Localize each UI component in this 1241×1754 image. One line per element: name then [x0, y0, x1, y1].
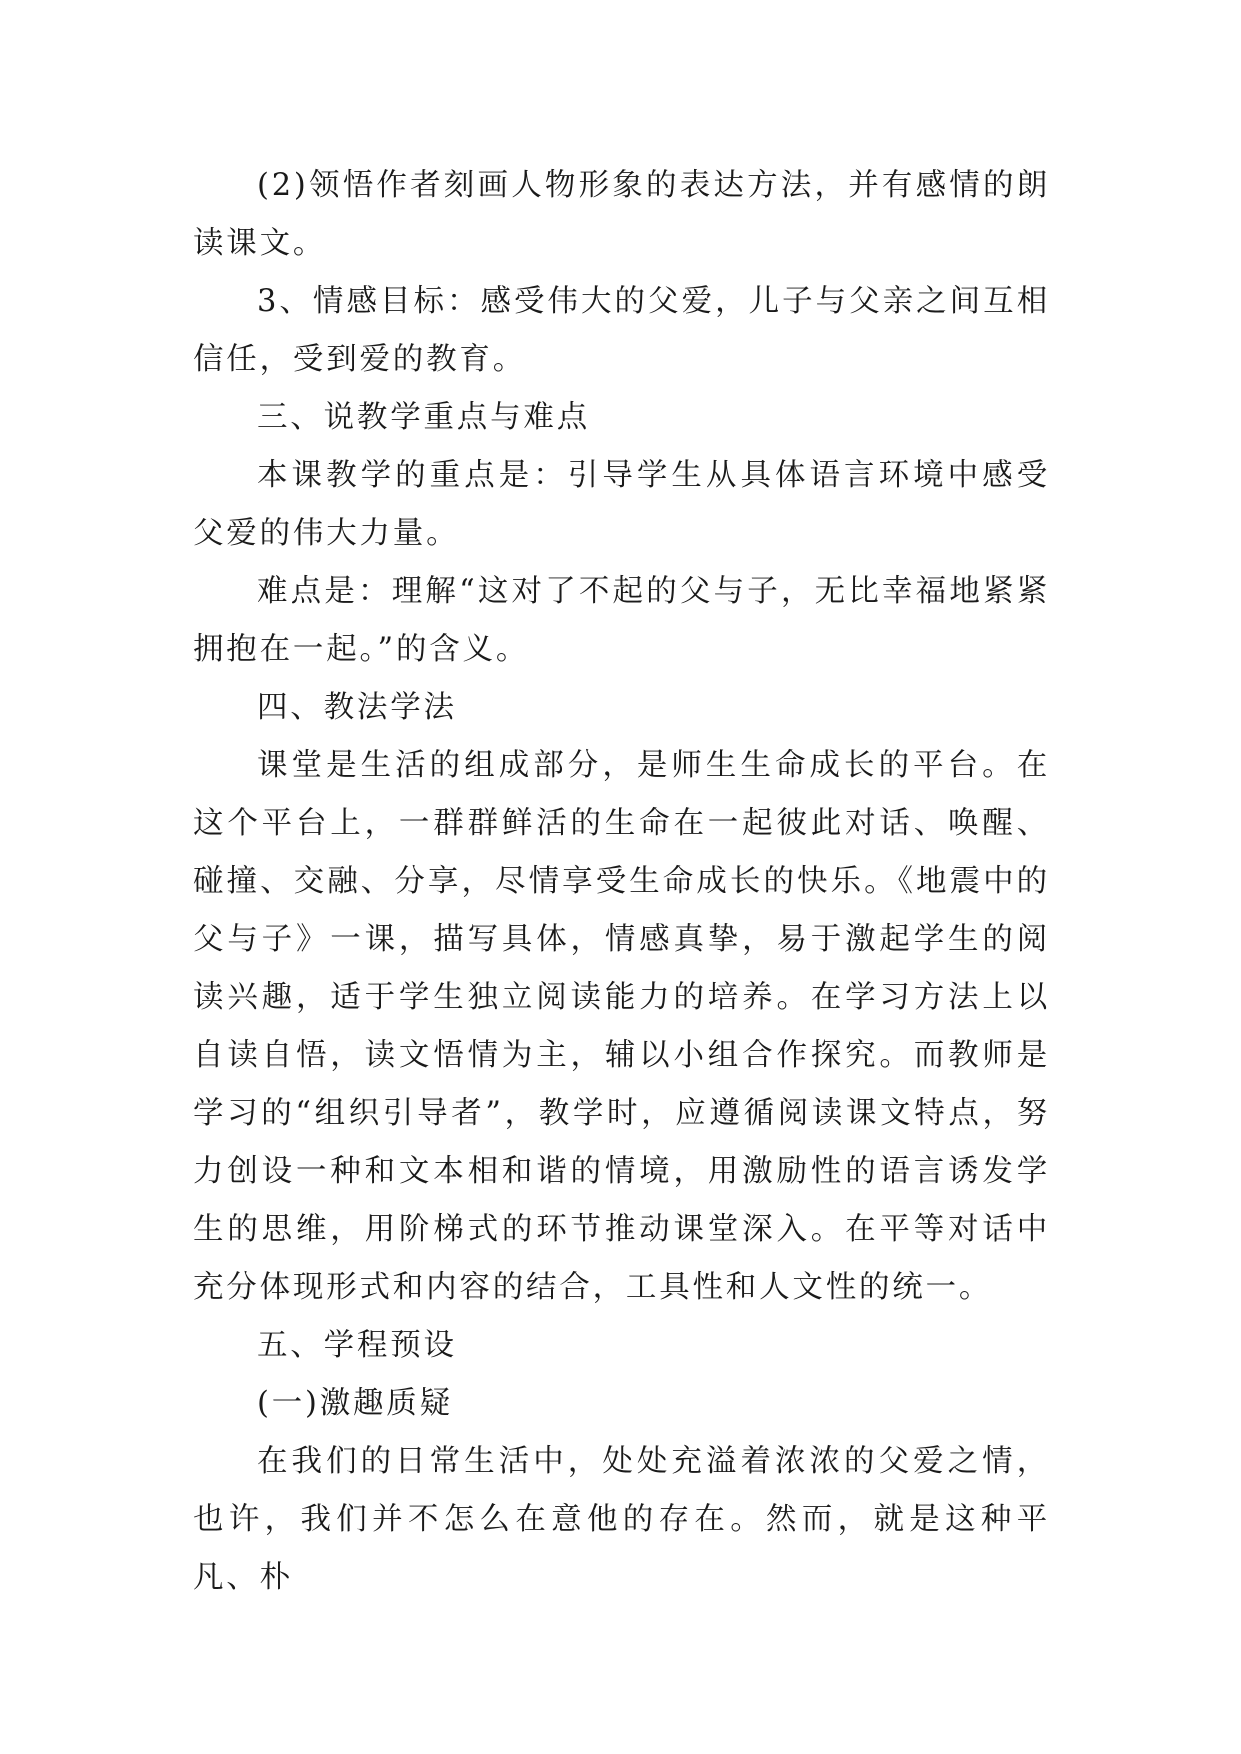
section-heading-key-points: 三、说教学重点与难点: [257, 400, 590, 435]
paragraph-learning-goal-2: (2)领悟作者刻画人物形象的表达方法，并有感情的朗读课文。: [193, 168, 1050, 261]
paragraph-key-point: 本课教学的重点是：引导学生从具体语言环境中感受父爱的伟大力量。: [193, 458, 1050, 551]
subsection-heading-arouse-interest: (一)激趣质疑: [257, 1386, 453, 1421]
paragraph-difficulty: 难点是：理解“这对了不起的父与子，无比幸福地紧紧拥抱在一起。”的含义。: [193, 574, 1050, 667]
paragraph-arouse-interest: 在我们的日常生活中，处处充溢着浓浓的父爱之情，也许，我们并不怎么在意他的存在。然而，就是这种平凡、朴: [193, 1444, 1050, 1595]
paragraph-emotion-goal: 3、情感目标：感受伟大的父爱，儿子与父亲之间互相信任，受到爱的教育。: [193, 284, 1050, 377]
section-heading-teaching-methods: 四、教法学法: [257, 690, 457, 725]
document-page: [193, 157, 1050, 1607]
paragraph-teaching-methods: 课堂是生活的组成部分，是师生生命成长的平台。在这个平台上，一群群鲜活的生命在一起彼此对话、唤醒、碰撞、交融、分享，尽情享受生命成长的快乐。《地震中的父与子》一课，描写具体，情感真挚，易于激起学生的阅读兴趣，适于学生独立阅读能力的培养。在学习方法上以自读自悟，读文悟情为主，辅以小组合作探究。而教师是学习的“组织引导者”，教学时，应遵循阅读课文特点，努力创设一种和文本相和谐的情境，用激励性的语言诱发学生的思维，用阶梯式的环节推动课堂深入。在平等对话中充分体现形式和内容的结合，工具性和人文性的统一。: [193, 748, 1050, 1305]
section-heading-lesson-plan: 五、学程预设: [257, 1328, 457, 1363]
